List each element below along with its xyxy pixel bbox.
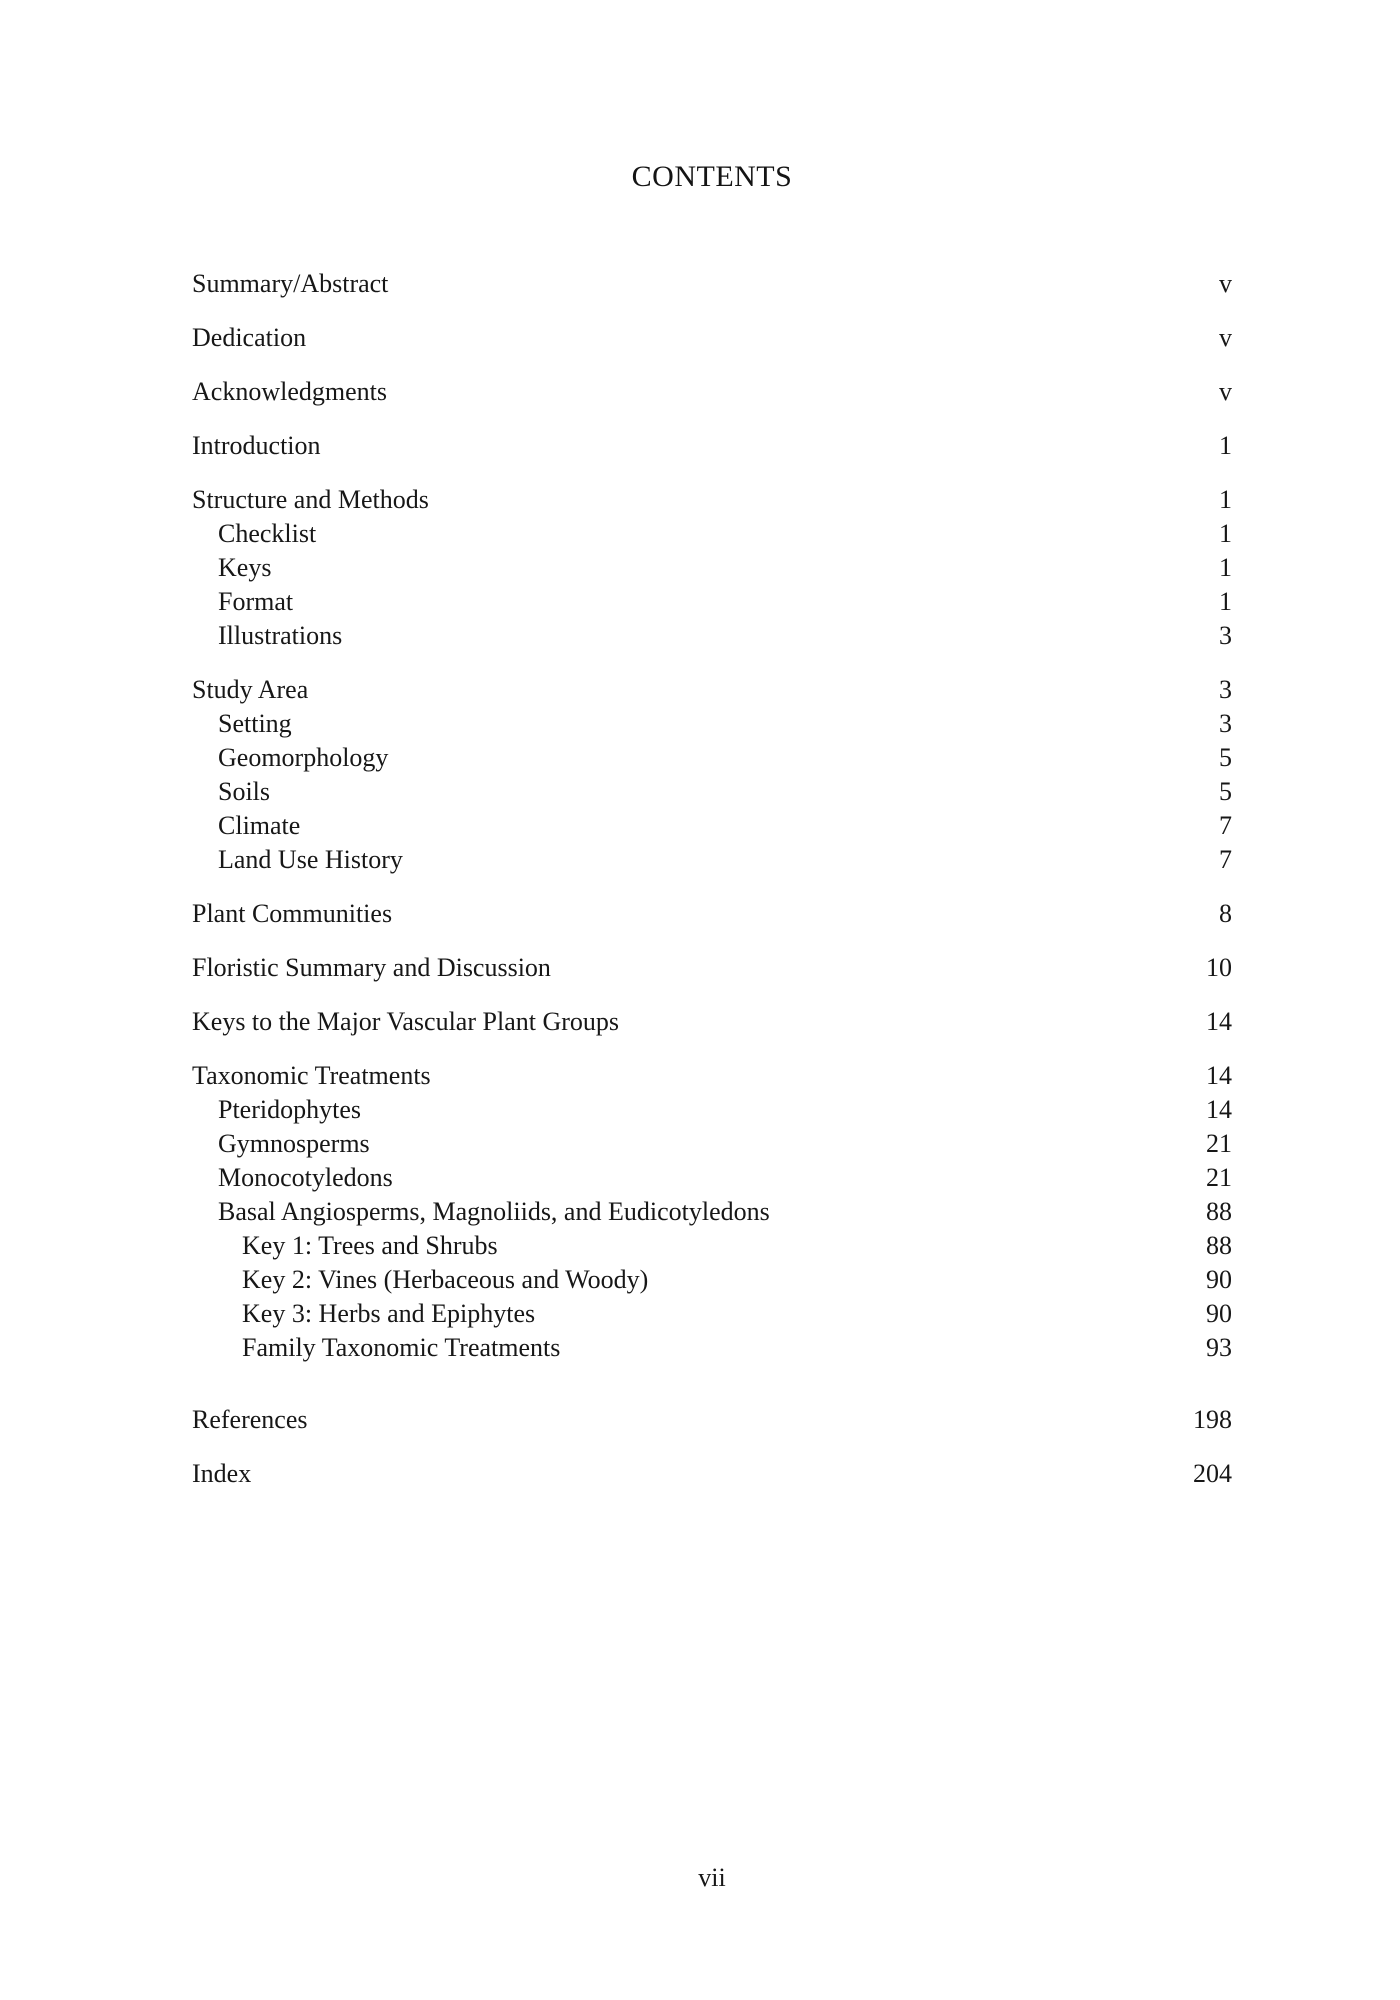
toc-entry — [192, 809, 1232, 843]
toc-entry — [192, 517, 1232, 551]
toc-entry — [192, 1127, 1232, 1161]
toc-entry-page: 1 — [1219, 519, 1232, 548]
toc-entry-page: 7 — [1219, 845, 1232, 874]
page-footer-number: vii — [698, 1863, 726, 1892]
toc-entry-page: 14 — [1206, 1007, 1232, 1036]
toc-entry-page: v — [1219, 323, 1232, 352]
toc-entry-title: Summary/Abstract — [192, 269, 389, 298]
toc-entry — [192, 1297, 1232, 1331]
toc-entry — [192, 551, 1232, 585]
toc-entry-page: 88 — [1206, 1197, 1232, 1226]
toc-entry — [192, 775, 1232, 809]
toc-entry — [192, 619, 1232, 653]
toc-entry — [192, 843, 1232, 877]
page-title: CONTENTS — [631, 160, 793, 193]
toc-entry — [192, 897, 1232, 931]
toc-entry-title: Format — [218, 587, 294, 616]
toc-entry — [192, 1229, 1232, 1263]
toc-entry-title: Acknowledgments — [192, 377, 387, 406]
toc-entry-page: 21 — [1206, 1129, 1232, 1158]
toc-entry — [192, 707, 1232, 741]
toc-entry-title: Keys — [218, 553, 272, 582]
toc-entry — [192, 321, 1232, 355]
toc-entry-page: 7 — [1219, 811, 1232, 840]
toc-entry — [192, 585, 1232, 619]
toc-entry-page: 88 — [1206, 1231, 1232, 1260]
toc-entry-page: 1 — [1219, 431, 1232, 460]
toc-entry — [192, 1093, 1232, 1127]
table-of-contents — [192, 267, 1232, 1491]
toc-entry-title: Geomorphology — [218, 743, 389, 772]
toc-entry-page: 90 — [1206, 1299, 1232, 1328]
toc-entry-title: Monocotyledons — [218, 1163, 393, 1192]
toc-entry-title: Gymnosperms — [218, 1129, 370, 1158]
toc-entry-title: Floristic Summary and Discussion — [192, 953, 551, 982]
toc-entry-title: Climate — [218, 811, 301, 840]
toc-entry-page: 10 — [1206, 953, 1232, 982]
toc-entry-title: Index — [192, 1459, 252, 1488]
toc-entry-title: Key 2: Vines (Herbaceous and Woody) — [242, 1265, 649, 1294]
toc-entry-title: Plant Communities — [192, 899, 393, 928]
toc-entry-page: v — [1219, 377, 1232, 406]
toc-entry-title: Soils — [218, 777, 271, 806]
toc-entry-title: Key 3: Herbs and Epiphytes — [242, 1299, 536, 1328]
toc-entry-page: 1 — [1219, 485, 1232, 514]
toc-entry-page: 5 — [1219, 743, 1232, 772]
toc-entry — [192, 1263, 1232, 1297]
toc-entry-page: 21 — [1206, 1163, 1232, 1192]
toc-entry — [192, 1457, 1232, 1491]
toc-entry-page: 3 — [1219, 621, 1232, 650]
toc-entry-title: Setting — [218, 709, 292, 738]
toc-entry-title: Family Taxonomic Treatments — [242, 1333, 561, 1362]
toc-entry — [192, 483, 1232, 517]
toc-entry — [192, 267, 1232, 301]
toc-entry-page: 3 — [1219, 675, 1232, 704]
toc-entry-title: Dedication — [192, 323, 307, 352]
toc-entry-page: 90 — [1206, 1265, 1232, 1294]
toc-entry-page: 3 — [1219, 709, 1232, 738]
toc-content — [192, 0, 1232, 1491]
toc-entry-title: Key 1: Trees and Shrubs — [242, 1231, 498, 1260]
toc-entry-page: 14 — [1206, 1061, 1232, 1090]
toc-entry — [192, 375, 1232, 409]
toc-entry-page: 5 — [1219, 777, 1232, 806]
toc-entry — [192, 429, 1232, 463]
toc-entry — [192, 951, 1232, 985]
toc-entry-title: Study Area — [192, 675, 309, 704]
toc-entry-title: Introduction — [192, 431, 321, 460]
toc-entry-title: Illustrations — [218, 621, 343, 650]
toc-entry-page: 8 — [1219, 899, 1232, 928]
toc-entry — [192, 741, 1232, 775]
toc-entry-page: 198 — [1193, 1405, 1232, 1434]
toc-entry-title: Pteridophytes — [218, 1095, 361, 1124]
toc-entry-page: 1 — [1219, 587, 1232, 616]
toc-entry — [192, 1331, 1232, 1365]
toc-entry — [192, 673, 1232, 707]
toc-entry-title: Basal Angiosperms, Magnoliids, and Eudicotyledons — [218, 1197, 770, 1226]
toc-entry — [192, 1195, 1232, 1229]
toc-entry-title: Structure and Methods — [192, 485, 429, 514]
toc-entry-page: v — [1219, 269, 1232, 298]
toc-entry-page: 204 — [1193, 1459, 1232, 1488]
toc-entry-page: 1 — [1219, 553, 1232, 582]
toc-entry — [192, 1005, 1232, 1039]
toc-entry-title: Land Use History — [218, 845, 403, 874]
toc-entry-title: Keys to the Major Vascular Plant Groups — [192, 1007, 620, 1036]
toc-entry — [192, 1059, 1232, 1093]
toc-entry-title: Taxonomic Treatments — [192, 1061, 431, 1090]
toc-entry — [192, 1161, 1232, 1195]
toc-entry — [192, 1403, 1232, 1437]
toc-entry-page: 93 — [1206, 1333, 1232, 1362]
toc-entry-title: Checklist — [218, 519, 317, 548]
toc-entry-title: References — [192, 1405, 308, 1434]
toc-entry-page: 14 — [1206, 1095, 1232, 1124]
